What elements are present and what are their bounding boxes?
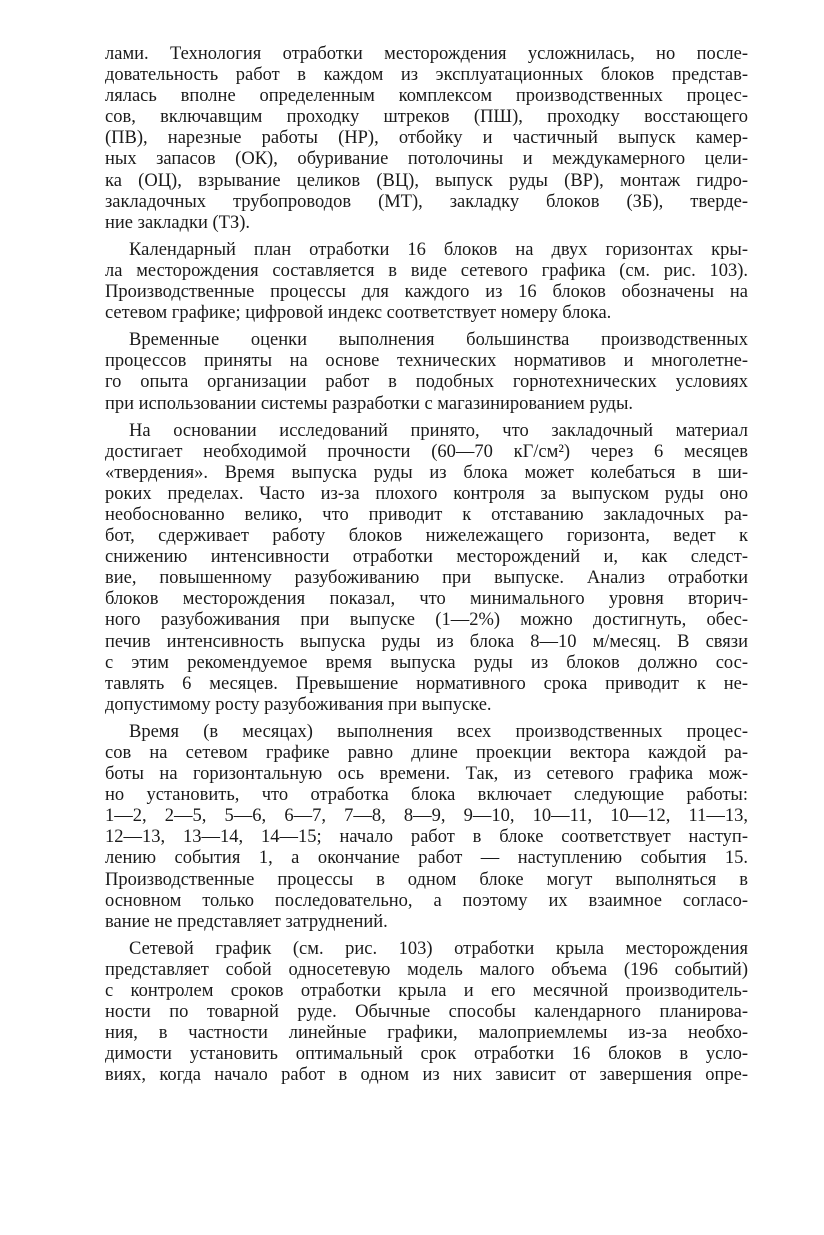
text-line: достигает необходимой прочности (60—70 кГ/см²) через 6 месяцев — [105, 441, 748, 462]
text-line: сов, включавщим проходку штреков (ПШ), проходку восстающего — [105, 107, 748, 128]
text-line: боты на горизонтальную ось времени. Так, из сетевого графика мож- — [105, 764, 748, 785]
paragraph — [105, 330, 748, 414]
text-line: лению события 1, а окончание работ — наступлению события 15. — [105, 848, 748, 869]
text-line: ние закладки (ТЗ). — [105, 212, 251, 233]
text-line: Производственные процессы в одном блоке могут выполняться в — [105, 869, 748, 890]
text-line: довательность работ в каждом из эксплуатационных блоков представ- — [105, 65, 748, 86]
text-line: тавлять 6 месяцев. Превышение нормативного срока приводит к не- — [105, 673, 748, 694]
paragraph — [105, 421, 748, 716]
text-line: сетевом графике; цифровой индекс соответствует номеру блока. — [105, 303, 612, 324]
text-line: необоснованно велико, что приводит к отставанию закладочных ра- — [105, 504, 748, 525]
text-line: На основании исследований принято, что закладочный материал — [129, 420, 748, 441]
text-line: ности по товарной руде. Обычные способы календарного планирова- — [105, 1002, 748, 1023]
text-line: снижению интенсивности отработки месторождений и, как следст- — [105, 547, 748, 568]
text-line: Производственные процессы для каждого из 16 блоков обозначены на — [105, 282, 748, 303]
text-line: лялась вполне определенным комплексом производственных процес- — [105, 86, 748, 107]
text-line: с этим рекомендуемое время выпуска руды из блоков должно сос- — [105, 652, 748, 673]
text-line: печив интенсивность выпуска руды из блока 8—10 м/месяц. В связи — [105, 631, 748, 652]
text-line: представляет собой односетевую модель малого объема (196 событий) — [105, 959, 748, 980]
text-line: «твердения». Время выпуска руды из блока может колебаться в ши- — [105, 462, 748, 483]
text-line: вие, повышенному разубоживанию при выпуске. Анализ отработки — [105, 568, 748, 589]
text-line: ных запасов (ОК), обуривание потолочины и междукамерного цели- — [105, 149, 748, 170]
text-line: виях, когда начало работ в одном из них зависит от завершения опре- — [105, 1065, 748, 1086]
text-line: допустимому росту разубоживания при выпуске. — [105, 694, 492, 715]
text-line: Время (в месяцах) выполнения всех производственных процес- — [129, 721, 748, 742]
text-line: с контролем сроков отработки крыла и его месячной производитель- — [105, 981, 748, 1002]
text-line: ного разубоживания при выпуске (1—2%) можно достигнуть, обес- — [105, 610, 748, 631]
paragraph — [105, 240, 748, 324]
text-line: 12—13, 13—14, 14—15; начало работ в блоке соответствует наступ- — [105, 827, 748, 848]
text-line: димости установить оптимальный срок отработки 16 блоков в усло- — [105, 1044, 748, 1065]
paragraph — [105, 44, 748, 234]
text-line: Временные оценки выполнения большинства производственных — [129, 330, 748, 351]
text-line: ла месторождения составляется в виде сетевого графика (см. рис. 103). — [105, 260, 748, 281]
text-line: Календарный план отработки 16 блоков на двух горизонтах кры- — [129, 239, 748, 260]
paragraph — [105, 939, 748, 1087]
text-line: ния, в частности линейные графики, малоприемлемы из-за необхо- — [105, 1023, 748, 1044]
text-line: бот, сдерживает работу блоков нижележащего горизонта, ведет к — [105, 526, 748, 547]
text-line: лами. Технология отработки месторождения усложнилась, но после- — [105, 44, 748, 64]
text-line: блоков месторождения показал, что минимального уровня вторич- — [105, 589, 748, 610]
paragraph — [105, 722, 748, 933]
text-line: основном только последовательно, а поэтому их взаимное согласо- — [105, 890, 748, 911]
text-line: ка (ОЦ), взрывание целиков (ВЦ), выпуск руды (ВР), монтаж гидро- — [105, 170, 748, 191]
document-page — [105, 44, 748, 1087]
text-line: Сетевой график (см. рис. 103) отработки крыла месторождения — [129, 938, 748, 959]
text-line: (ПВ), нарезные работы (НР), отбойку и частичный выпуск камер- — [105, 128, 748, 149]
text-line: 1—2, 2—5, 5—6, 6—7, 7—8, 8—9, 9—10, 10—11, 10—12, 11—13, — [105, 806, 748, 827]
text-line: роких пределах. Часто из-за плохого контроля за выпуском руды оно — [105, 483, 748, 504]
text-line: го опыта организации работ в подобных горнотехнических условиях — [105, 372, 748, 393]
text-line: сов на сетевом графике равно длине проекции вектора каждой ра- — [105, 743, 748, 763]
text-line: вание не представляет затруднений. — [105, 911, 388, 932]
text-line: при использовании системы разработки с магазинированием руды. — [105, 393, 634, 414]
text-line: но установить, что отработка блока включает следующие работы: — [105, 785, 748, 806]
text-line: закладочных трубопроводов (МТ), закладку блоков (ЗБ), тверде- — [105, 191, 748, 212]
text-line: процессов приняты на основе технических нормативов и многолетне- — [105, 351, 748, 372]
